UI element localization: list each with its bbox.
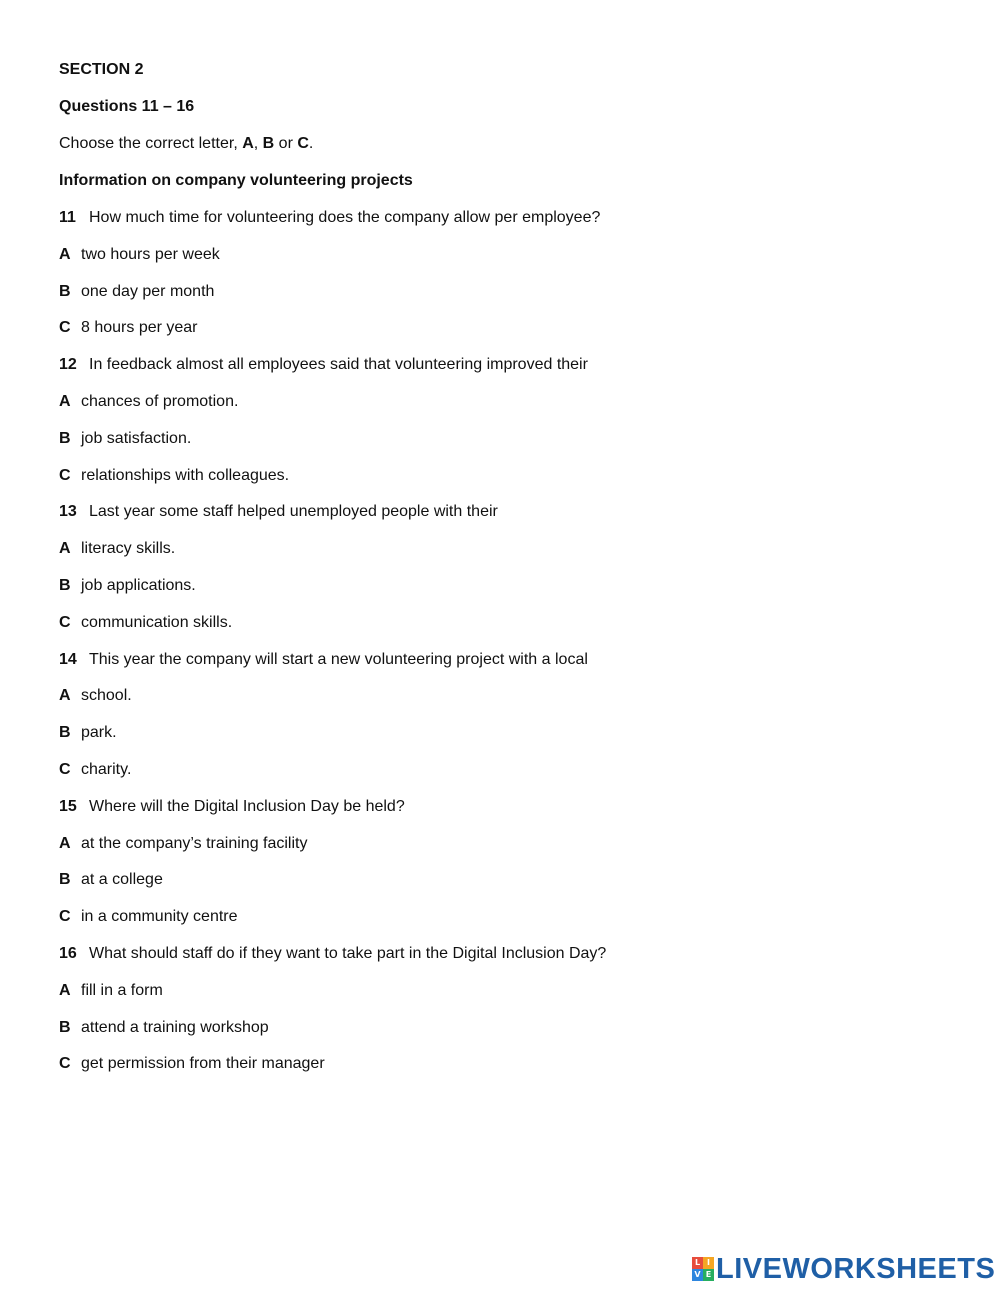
question-14 [59,650,588,670]
option-text: literacy skills. [81,540,176,557]
option-text: get permission from their manager [81,1055,325,1072]
question-text: What should staff do if they want to take part in the Digital Inclusion Day? [89,945,607,962]
option-text: communication skills. [81,614,233,631]
option-15-c[interactable] [59,907,238,927]
subtitle: Information on company volunteering projects [59,172,413,189]
question-12 [59,355,588,375]
option-text: job applications. [81,577,196,594]
option-text: school. [81,687,132,704]
question-text: Where will the Digital Inclusion Day be held? [89,798,405,815]
option-15-b[interactable] [59,870,163,890]
option-12-b[interactable] [59,429,191,449]
question-number: 13 [59,503,77,520]
option-letter: B [59,430,71,447]
question-number: 15 [59,798,77,815]
option-text: relationships with colleagues. [81,467,290,484]
question-number: 14 [59,651,77,668]
option-letter: C [59,614,71,631]
question-number: 12 [59,356,77,373]
option-letter: A [59,982,71,999]
option-16-a[interactable] [59,981,163,1001]
questions-range: Questions 11 – 16 [59,98,195,115]
option-text: park. [81,724,117,741]
question-13 [59,502,498,522]
question-number: 11 [59,209,76,226]
logo-mark-cell: I [703,1257,714,1269]
option-15-a[interactable] [59,834,307,854]
liveworksheets-logo [692,1252,996,1285]
option-11-a[interactable] [59,245,220,265]
option-12-a[interactable] [59,392,238,412]
logo-mark-cell: V [692,1269,703,1281]
option-letter: A [59,540,71,557]
option-letter: B [59,1019,71,1036]
question-11 [59,208,600,228]
option-text: charity. [81,761,132,778]
option-text: two hours per week [81,246,220,263]
option-11-b[interactable] [59,282,214,302]
question-number: 16 [59,945,77,962]
question-16 [59,944,606,964]
option-text: one day per month [81,283,215,300]
option-letter: C [59,761,71,778]
option-text: fill in a form [81,982,163,999]
option-text: at the company’s training facility [81,835,308,852]
option-11-c[interactable] [59,318,198,338]
option-text: in a community centre [81,908,238,925]
option-text: at a college [81,871,163,888]
option-13-b[interactable] [59,576,196,596]
option-letter: C [59,908,71,925]
option-letter: A [59,687,71,704]
question-text: This year the company will start a new volunteering project with a local [89,651,588,668]
logo-mark-icon [692,1257,714,1281]
logo-text: LIVEWORKSHEETS [716,1252,996,1285]
question-text: How much time for volunteering does the company allow per employee? [89,209,601,226]
option-text: attend a training workshop [81,1019,269,1036]
question-text: Last year some staff helped unemployed people with their [89,503,498,520]
section-title: SECTION 2 [59,61,144,78]
logo-mark-cell: L [692,1257,703,1269]
option-13-c[interactable] [59,613,232,633]
option-16-c[interactable] [59,1054,325,1074]
question-15 [59,797,405,817]
option-letter: C [59,467,71,484]
option-14-b[interactable] [59,723,117,743]
instruction: Choose the correct letter, A, B or C. [59,135,314,152]
option-letter: B [59,871,71,888]
option-text: 8 hours per year [81,319,198,336]
option-letter: A [59,393,71,410]
option-letter: B [59,283,71,300]
option-14-c[interactable] [59,760,131,780]
option-14-a[interactable] [59,686,132,706]
option-16-b[interactable] [59,1018,269,1038]
option-text: job satisfaction. [81,430,192,447]
option-letter: C [59,319,71,336]
option-letter: B [59,724,71,741]
option-letter: B [59,577,71,594]
option-letter: C [59,1055,71,1072]
question-text: In feedback almost all employees said that volunteering improved their [89,356,588,373]
option-text: chances of promotion. [81,393,239,410]
option-letter: A [59,835,71,852]
option-letter: A [59,246,71,263]
option-12-c[interactable] [59,466,289,486]
logo-mark-cell: E [703,1269,714,1281]
option-13-a[interactable] [59,539,175,559]
